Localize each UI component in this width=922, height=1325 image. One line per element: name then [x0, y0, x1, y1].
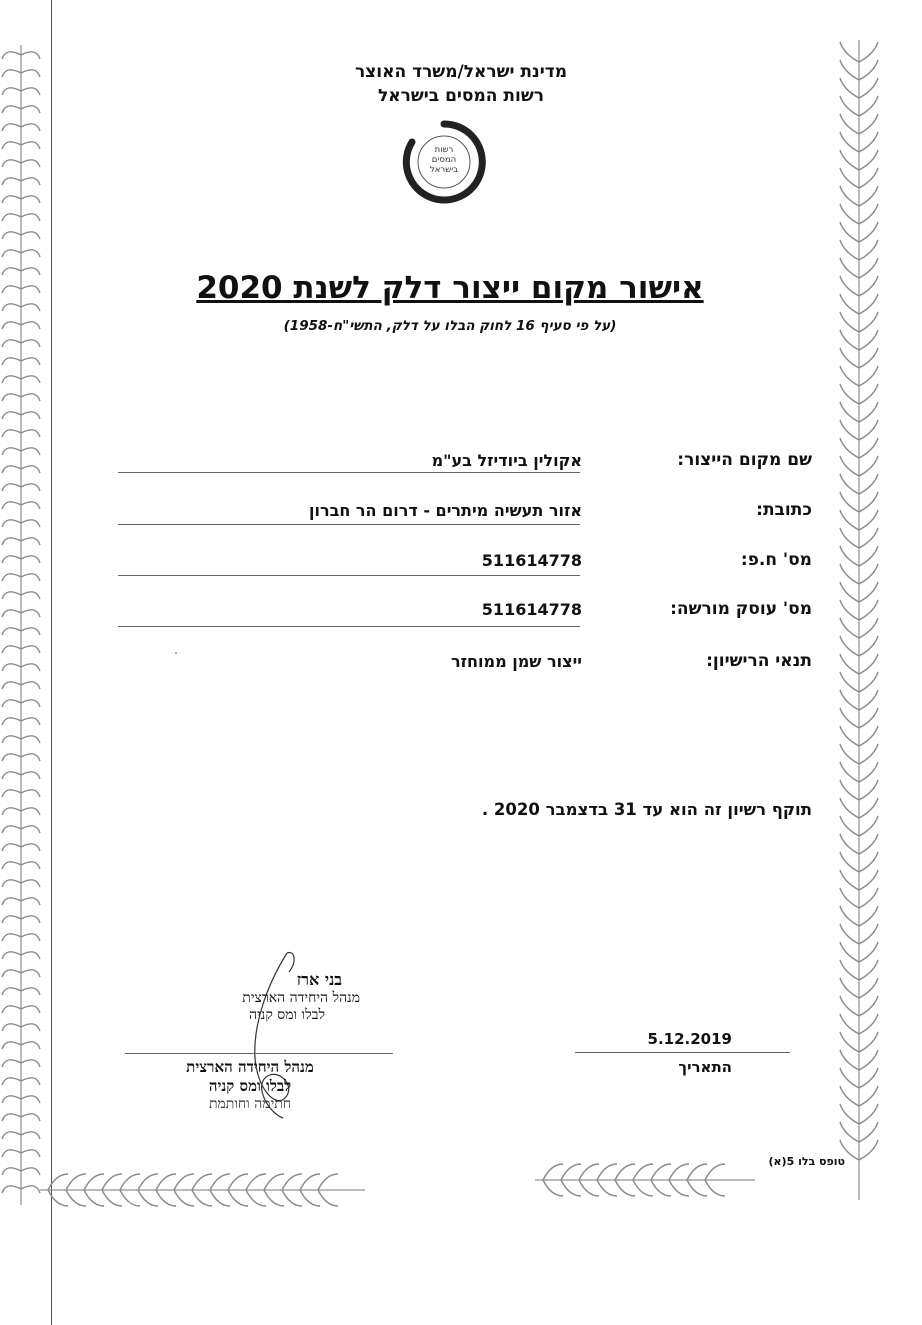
- field-value-company-number: 511614778: [481, 551, 582, 570]
- signature-line: [125, 1053, 393, 1054]
- signatory-block: [140, 970, 380, 1024]
- scan-speck: [175, 652, 177, 654]
- emblem-text: רשות המסים בישראל: [429, 145, 459, 175]
- signatory-name: בני ארז: [296, 970, 342, 989]
- signatory-title-line1: מנהל היחידה הארצית: [242, 990, 360, 1006]
- field-label-license-terms: תנאי הרישיון:: [706, 651, 812, 671]
- field-value-vat-dealer-number: 511614778: [481, 600, 582, 619]
- legal-basis-subtitle: (על פי סעיף 16 לחוק הבלו על דלק, התשי"ח-1958): [283, 318, 617, 334]
- form-reference: טופס בלו 5(א): [768, 1155, 845, 1168]
- tax-authority-emblem: [400, 118, 488, 206]
- date-caption: התאריך: [678, 1058, 732, 1076]
- official-stamp: [140, 1058, 360, 1113]
- field-label-company-number: מס' ח.פ:: [740, 550, 812, 570]
- field-underline: [118, 524, 580, 525]
- stamp-line2: לבלו ומס קניה: [208, 1077, 292, 1095]
- field-value-address: אזור תעשיה מיתרים - דרום הר חברון: [308, 501, 582, 520]
- field-value-production-site-name: אקולין ביודיזל בע"מ: [431, 451, 582, 470]
- field-label-production-site-name: שם מקום הייצור:: [677, 450, 812, 470]
- signatory-title-line2: לבלו ומס קניה: [249, 1007, 325, 1023]
- ministry-line: מדינת ישראל/משרד האוצר: [354, 62, 568, 82]
- field-underline: [118, 575, 580, 576]
- laurel-border-bottom-right: [535, 1160, 755, 1200]
- validity-statement: תוקף רשיון זה הוא עד 31 בדצמבר 2020 .: [481, 800, 812, 819]
- date-line: [575, 1052, 790, 1053]
- laurel-border-left: [0, 45, 42, 1205]
- field-underline: [118, 472, 580, 473]
- laurel-border-right: [838, 40, 880, 1200]
- field-value-license-terms: ייצור שמן ממוחזר: [450, 652, 582, 671]
- certificate-title: אישור מקום ייצור דלק לשנת 2020: [196, 270, 704, 306]
- field-label-vat-dealer-number: מס' עוסק מורשה:: [670, 599, 812, 619]
- field-underline: [118, 626, 580, 627]
- laurel-border-bottom-left: [40, 1170, 365, 1210]
- signature-caption: חתימה וחותמת: [208, 1096, 292, 1112]
- scan-edge-line: [51, 0, 52, 1325]
- stamp-line1: מנהל היחידה הארצית: [186, 1058, 314, 1076]
- authority-line: רשות המסים בישראל: [378, 86, 544, 106]
- issue-date: 5.12.2019: [647, 1030, 732, 1048]
- field-label-address: כתובת:: [756, 500, 812, 520]
